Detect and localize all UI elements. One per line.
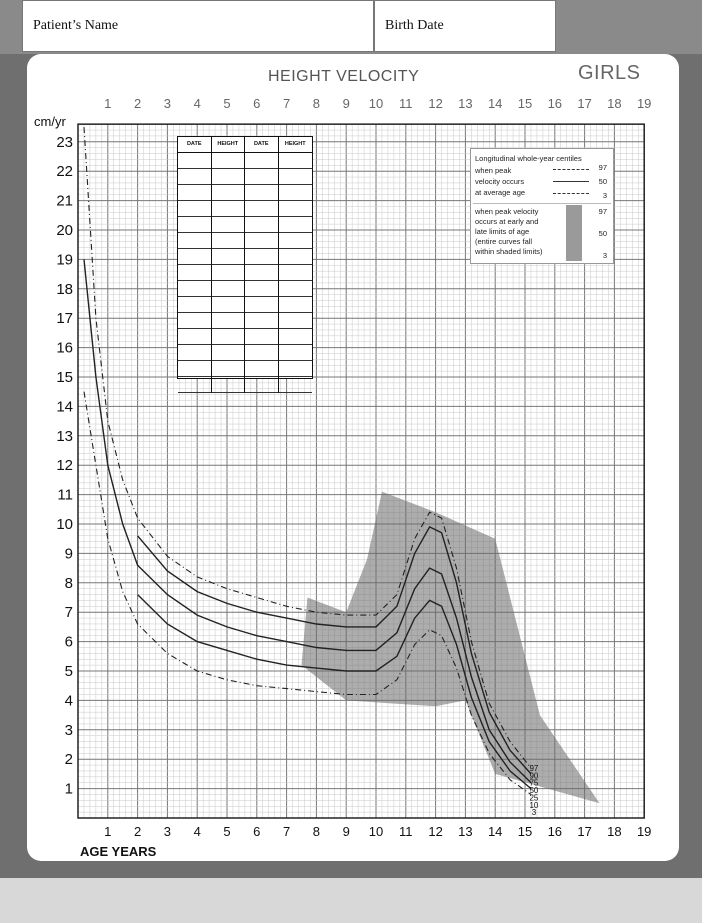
x-tick-top-label: 19 <box>636 96 652 111</box>
record-cell[interactable] <box>279 185 313 201</box>
x-tick-bottom-label: 11 <box>399 824 413 839</box>
y-tick-label: 16 <box>56 339 73 357</box>
legend-shaded-value: 50 <box>598 229 607 238</box>
curve-end-labels <box>529 764 538 817</box>
patient-name-label: Patient’s Name <box>33 18 119 33</box>
record-cell[interactable] <box>178 249 211 265</box>
legend-line: at average age <box>475 188 526 197</box>
x-tick-top-label: 17 <box>577 96 592 111</box>
legend-shade-swatch <box>566 205 582 261</box>
curve-end-label: 25 <box>529 793 539 803</box>
curve-end-label: 75 <box>529 778 539 788</box>
chart-legend <box>470 148 614 264</box>
record-cell[interactable] <box>212 361 245 377</box>
record-cell[interactable] <box>212 345 245 361</box>
y-tick-label: 2 <box>64 751 73 769</box>
x-axis-label: AGE YEARS <box>80 844 157 859</box>
y-tick-label: 20 <box>56 222 73 239</box>
record-cell[interactable] <box>245 281 278 297</box>
y-tick-label: 17 <box>56 310 73 328</box>
curve-end-label: 10 <box>529 800 539 810</box>
record-cell[interactable] <box>212 265 245 281</box>
record-cell[interactable] <box>178 297 211 313</box>
x-tick-top-label: 16 <box>547 96 563 111</box>
y-tick-label: 13 <box>56 427 73 445</box>
record-cell[interactable] <box>212 281 245 297</box>
x-tick-top-label: 10 <box>368 96 384 111</box>
y-tick-label: 5 <box>64 663 73 680</box>
x-tick-bottom-label: 6 <box>253 824 261 839</box>
y-tick-label: 12 <box>56 457 73 475</box>
record-header: DATE <box>245 137 278 153</box>
record-cell[interactable] <box>178 265 211 281</box>
x-tick-bottom-label: 16 <box>547 824 563 839</box>
y-tick-label: 22 <box>56 163 73 181</box>
record-cell[interactable] <box>279 201 313 217</box>
x-tick-top-label: 4 <box>193 96 201 111</box>
x-tick-bottom-label: 19 <box>636 824 652 839</box>
x-tick-top-label: 9 <box>342 96 350 111</box>
x-tick-bottom-label: 17 <box>577 824 592 839</box>
record-cell[interactable] <box>212 297 245 313</box>
y-tick-label: 7 <box>64 604 73 622</box>
record-cell[interactable] <box>245 217 278 233</box>
chart-title: HEIGHT VELOCITY <box>268 68 420 85</box>
legend-value: 97 <box>598 163 607 172</box>
record-cell[interactable] <box>212 313 245 329</box>
legend-dash-97 <box>553 169 589 170</box>
record-cell[interactable] <box>245 233 278 249</box>
curve-end-label: 90 <box>529 771 539 781</box>
record-cell[interactable] <box>279 169 313 185</box>
curve-end-label: 3 <box>531 808 537 818</box>
record-cell[interactable] <box>212 329 245 345</box>
x-tick-top-label: 3 <box>163 96 172 111</box>
x-tick-top-label: 2 <box>133 96 142 111</box>
y-tick-label: 18 <box>56 280 73 298</box>
legend-value: 50 <box>598 177 607 186</box>
record-cell[interactable] <box>279 329 313 345</box>
record-cell[interactable] <box>178 201 211 217</box>
record-cell[interactable] <box>178 281 211 297</box>
record-cell[interactable] <box>212 217 245 233</box>
x-tick-bottom-label: 12 <box>428 824 443 839</box>
legend-shaded-line: when peak velocity <box>475 207 539 216</box>
record-cell[interactable] <box>245 153 278 169</box>
x-tick-top-label: 6 <box>253 96 261 111</box>
y-tick-label: 6 <box>64 633 73 651</box>
record-cell[interactable] <box>245 345 278 361</box>
record-table[interactable] <box>177 136 313 379</box>
legend-line: when peak <box>475 166 512 175</box>
y-tick-label: 15 <box>56 369 73 386</box>
y-axis-unit: cm/yr <box>34 114 66 129</box>
x-tick-bottom-label: 2 <box>133 824 142 839</box>
record-col-date-2 <box>245 137 279 393</box>
curve-end-label: 97 <box>529 764 539 774</box>
record-cell[interactable] <box>279 265 313 281</box>
record-header: HEIGHT <box>212 137 245 153</box>
y-tick-label: 14 <box>56 398 73 416</box>
y-tick-label: 11 <box>57 486 73 504</box>
record-cell[interactable] <box>279 377 313 393</box>
birth-date-label: Birth Date <box>385 18 444 33</box>
legend-dash-50 <box>553 181 589 182</box>
x-tick-bottom-label: 14 <box>487 824 503 839</box>
record-cell[interactable] <box>178 329 211 345</box>
x-tick-bottom-label: 4 <box>193 824 201 839</box>
legend-shaded-line: occurs at early and <box>475 217 539 226</box>
legend-title: Longitudinal whole-year centiles <box>475 154 582 163</box>
record-cell[interactable] <box>178 233 211 249</box>
record-cell[interactable] <box>245 361 278 377</box>
x-tick-bottom-label: 3 <box>163 824 172 839</box>
y-tick-label: 9 <box>64 545 73 563</box>
x-tick-top-label: 12 <box>428 96 443 111</box>
legend-shaded-value: 3 <box>602 251 607 260</box>
record-cell[interactable] <box>245 249 278 265</box>
record-cell[interactable] <box>212 249 245 265</box>
record-cell[interactable] <box>279 313 313 329</box>
x-tick-bottom-label: 13 <box>458 824 473 839</box>
x-tick-bottom-label: 15 <box>517 824 533 839</box>
record-cell[interactable] <box>245 265 278 281</box>
legend-shaded-line: late limits of age <box>475 227 530 236</box>
record-cell[interactable] <box>279 249 313 265</box>
record-cell[interactable] <box>279 233 313 249</box>
legend-divider <box>473 203 611 204</box>
curve-end-label: 50 <box>529 786 539 796</box>
record-cell[interactable] <box>279 297 313 313</box>
record-cell[interactable] <box>178 217 211 233</box>
record-cell[interactable] <box>245 297 278 313</box>
x-tick-top-label: 13 <box>458 96 473 111</box>
y-tick-label: 4 <box>64 692 73 710</box>
record-cell[interactable] <box>212 169 245 185</box>
record-cell[interactable] <box>212 153 245 169</box>
x-tick-bottom-label: 10 <box>368 824 384 839</box>
record-cell[interactable] <box>178 313 211 329</box>
x-tick-top-label: 18 <box>607 96 622 111</box>
record-cell[interactable] <box>279 345 313 361</box>
legend-value: 3 <box>602 191 607 200</box>
record-cell[interactable] <box>212 377 245 393</box>
x-tick-bottom-label: 18 <box>607 824 622 839</box>
x-tick-bottom-label: 8 <box>312 824 321 839</box>
record-cell[interactable] <box>245 329 278 345</box>
record-cell[interactable] <box>279 217 313 233</box>
record-cell[interactable] <box>212 233 245 249</box>
legend-dash-3 <box>553 193 589 194</box>
x-tick-top-label: 5 <box>223 96 231 111</box>
y-tick-label: 10 <box>56 516 73 533</box>
record-col-height-2 <box>279 137 313 393</box>
record-cell[interactable] <box>279 153 313 169</box>
legend-shaded-value: 97 <box>598 207 607 216</box>
record-cell[interactable] <box>212 185 245 201</box>
x-tick-bottom-label: 9 <box>342 824 350 839</box>
y-tick-label: 21 <box>56 192 73 210</box>
y-tick-label: 19 <box>56 251 73 269</box>
legend-shaded-line: (entire curves fall <box>475 237 533 246</box>
x-tick-bottom-label: 7 <box>282 824 291 839</box>
record-cell[interactable] <box>178 185 211 201</box>
legend-line: velocity occurs <box>475 177 525 186</box>
record-cell[interactable] <box>178 361 211 377</box>
record-cell[interactable] <box>212 201 245 217</box>
record-cell[interactable] <box>178 377 211 393</box>
x-tick-top-label: 1 <box>104 96 112 111</box>
record-col-height-1 <box>212 137 246 393</box>
x-tick-top-label: 7 <box>282 96 291 111</box>
record-cell[interactable] <box>245 169 278 185</box>
record-cell[interactable] <box>178 169 211 185</box>
x-tick-top-label: 15 <box>517 96 533 111</box>
record-header: HEIGHT <box>279 137 313 153</box>
legend-shaded-line: within shaded limits) <box>475 247 543 256</box>
record-cell[interactable] <box>245 185 278 201</box>
y-tick-label: 3 <box>64 721 73 739</box>
x-tick-bottom-label: 1 <box>104 824 112 839</box>
record-cell[interactable] <box>279 361 313 377</box>
y-tick-label: 1 <box>64 780 73 798</box>
x-tick-top-label: 8 <box>312 96 321 111</box>
record-col-date-1 <box>178 137 212 393</box>
record-cell[interactable] <box>245 201 278 217</box>
record-cell[interactable] <box>245 313 278 329</box>
record-header: DATE <box>178 137 211 153</box>
chart-subtitle: GIRLS <box>578 62 641 84</box>
record-cell[interactable] <box>245 377 278 393</box>
x-tick-top-label: 14 <box>487 96 503 111</box>
y-tick-label: 8 <box>64 574 73 592</box>
y-tick-label: 23 <box>56 133 73 151</box>
x-tick-top-label: 11 <box>399 96 413 111</box>
record-cell[interactable] <box>178 153 211 169</box>
record-cell[interactable] <box>178 345 211 361</box>
record-cell[interactable] <box>279 281 313 297</box>
x-tick-bottom-label: 5 <box>223 824 231 839</box>
